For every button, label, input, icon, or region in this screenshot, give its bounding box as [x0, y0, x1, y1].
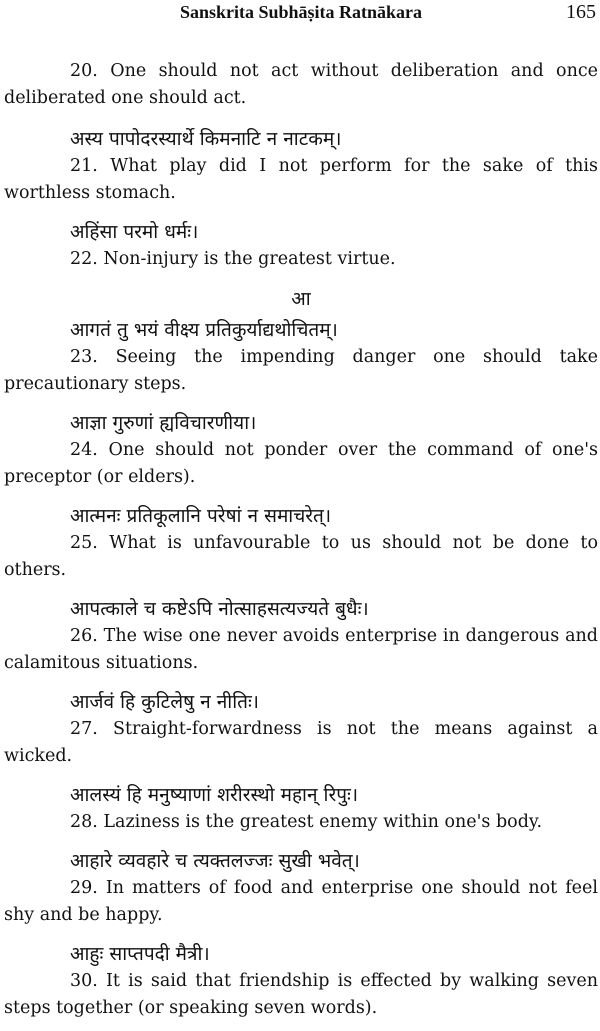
entry-translation: 25. What is unfavourable to us should not be done to others. — [4, 533, 598, 580]
entry-translation: 26. The wise one never avoids enterprise in dangerous and calamitous situations. — [4, 626, 598, 673]
entry — [4, 847, 598, 929]
entry — [4, 125, 598, 207]
page-header — [4, 0, 598, 28]
entry — [4, 502, 598, 584]
entry-sanskrit: अहिंसा परमो धर्मः। — [70, 221, 199, 243]
entry-translation: 24. One should not ponder over the command of one's preceptor (or elders). — [4, 440, 598, 487]
entry-sanskrit: आपत्काले च कष्टेऽपि नोत्साहसत्यज्यते बुधैः। — [70, 598, 369, 620]
entry-sanskrit: आहारे व्यवहारे च त्यक्तलज्जः सुखी भवेत्। — [70, 850, 360, 872]
entry-translation: 22. Non-injury is the greatest virtue. — [70, 249, 396, 269]
page-content — [4, 58, 598, 1022]
entry-sanskrit: आत्मनः प्रतिकूलानि परेषां न समाचरेत्। — [70, 505, 332, 527]
section-letter: आ — [291, 288, 311, 310]
entry-translation: 28. Laziness is the greatest enemy within one's body. — [70, 812, 543, 832]
entry — [4, 218, 598, 273]
entry-sanskrit: आर्जवं हि कुटिलेषु न नीतिः। — [70, 691, 260, 713]
entry-translation: 23. Seeing the impending danger one should take precautionary steps. — [4, 347, 598, 394]
entry — [4, 781, 598, 836]
entry — [4, 316, 598, 398]
entry — [4, 595, 598, 677]
entry-sanskrit: आलस्यं हि मनुष्याणां शरीरस्थो महान् रिपुः। — [70, 784, 359, 806]
entry-translation: 27. Straight-forwardness is not the means against a wicked. — [4, 719, 598, 766]
entry — [4, 940, 598, 1022]
entry-translation: 30. It is said that friendship is effected by walking seven steps together (or speaking seven words). — [4, 971, 598, 1018]
entry-sanskrit: अस्य पापोदरस्यार्थे किमनाटि न नाटकम्। — [70, 128, 342, 150]
entry — [4, 409, 598, 491]
entry-translation: 29. In matters of food and enterprise one should not feel shy and be happy. — [4, 878, 598, 925]
running-title: Sanskrita Subhāṣita Ratnākara — [179, 2, 423, 22]
entry-translation: 21. What play did I not perform for the sake of this worthless stomach. — [4, 156, 598, 203]
entry-sanskrit: आहुः साप्तपदी मैत्री। — [70, 943, 210, 965]
entry — [4, 688, 598, 770]
entry-translation: 20. One should not act without deliberation and once deliberated one should act. — [4, 61, 598, 108]
entry-sanskrit: आगतं तु भयं वीक्ष्य प्रतिकुर्याद्यथोचितम्। — [70, 319, 338, 341]
entry-sanskrit: आज्ञा गुरुणां ह्यविचारणीया। — [70, 412, 257, 434]
page-number: 165 — [566, 1, 596, 23]
